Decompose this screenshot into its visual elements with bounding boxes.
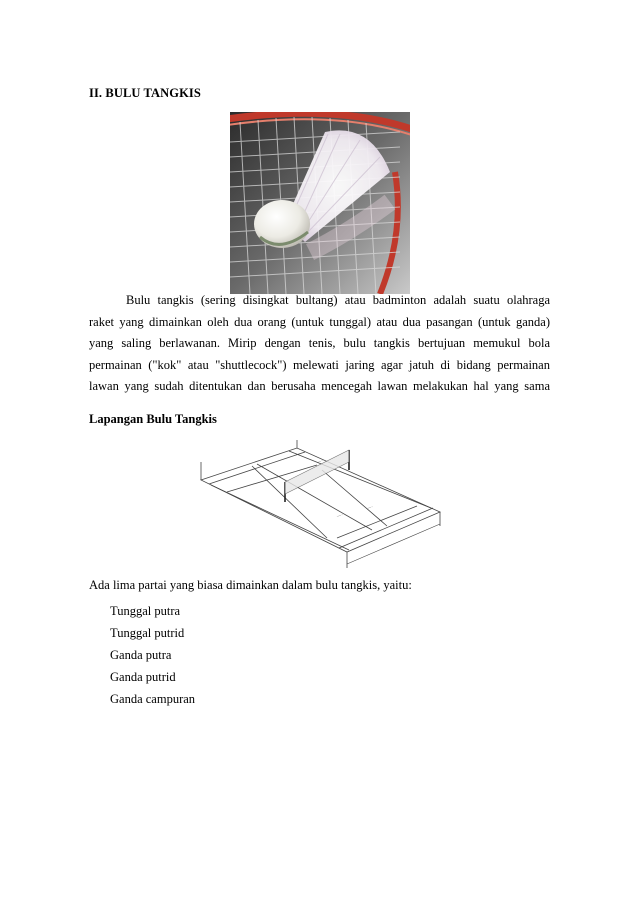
paragraph-line: raket yang dimainkan oleh dua orang (untuk tunggal) atau dua pasangan (untuk ganda) — [89, 314, 550, 329]
svg-text:·····: ····· — [335, 512, 344, 519]
list-item: Tunggal putra — [110, 604, 181, 618]
court-heading: Lapangan Bulu Tangkis — [89, 412, 217, 426]
events-list — [110, 600, 195, 710]
section-heading: II. BULU TANGKIS — [89, 86, 201, 100]
svg-text:·····: ····· — [315, 458, 324, 465]
list-item: Ganda campuran — [110, 692, 196, 706]
shuttlecock-photo-icon — [230, 112, 410, 294]
paragraph-line: yang saling berlawanan. Mirip dengan tenis, bulu tangkis bertujuan memukul bola — [89, 336, 550, 350]
list-item: Ganda putrid — [110, 670, 176, 684]
paragraph-line: lawan yang sudah ditentukan dan berusaha mencegah lawan melakukan hal yang sama — [89, 379, 550, 393]
shuttlecock-racket-photo — [230, 112, 410, 294]
paragraph-line: Bulu tangkis (sering disingkat bultang) atau badminton adalah suatu olahraga — [126, 293, 550, 307]
intro-paragraph — [89, 290, 550, 398]
paragraph-line: permainan ("kok" atau "shuttlecock") melewati jaring agar jatuh di bidang permainan — [89, 357, 550, 372]
events-intro: Ada lima partai yang biasa dimainkan dalam bulu tangkis, yaitu: — [89, 578, 412, 592]
svg-text:···········: ··········· — [385, 527, 401, 537]
svg-text:·····: ····· — [365, 504, 374, 511]
court-diagram-icon — [197, 440, 444, 570]
badminton-court-diagram — [197, 440, 444, 570]
list-item: Ganda putra — [110, 648, 172, 662]
list-item: Tunggal putrid — [110, 626, 185, 640]
